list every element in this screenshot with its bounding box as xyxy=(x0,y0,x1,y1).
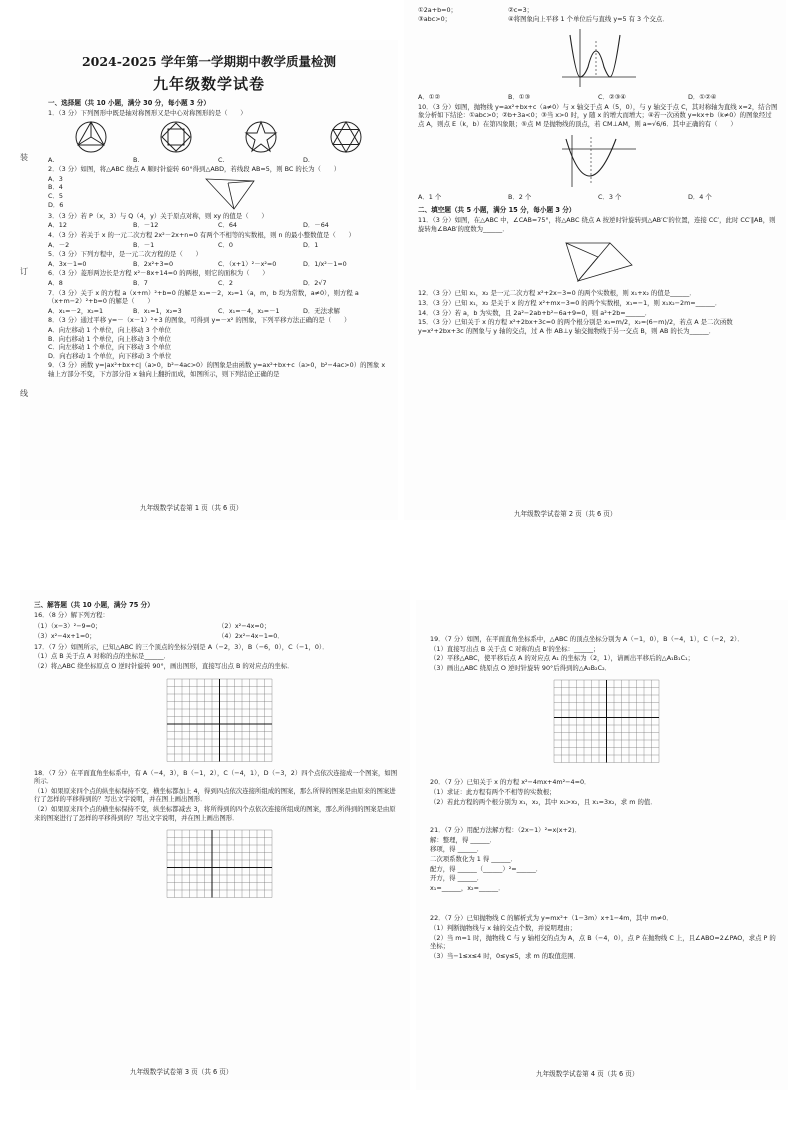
option-c[interactable]: C．3 个 xyxy=(598,192,622,201)
option-d[interactable]: D．2√7 xyxy=(303,278,327,287)
option-a[interactable]: A．x₁=－2，x₂=1 xyxy=(48,306,104,315)
sub-question: （2）平移△ABC，使平移后点 A 的对应点 A₁ 的坐标为（2，1），请画出平移后的△A₁B₁C₁； xyxy=(430,654,694,663)
question-6: 6．（3 分）菱形两边长是方程 x²－8x+14=0 的两根，则它的面积为（ ） xyxy=(48,269,269,278)
option-d[interactable]: D．无法求解 xyxy=(303,306,340,315)
question-17: 17．（7 分）如图所示，已知△ABC 的三个顶点的坐标分别是 A（−2，3），B（−6，0），C（−1，0）． xyxy=(34,642,329,651)
option-c[interactable]: C．2 xyxy=(218,278,233,287)
option-c[interactable]: C．向左移动 1 个单位，向下移动 3 个单位 xyxy=(48,343,171,352)
statement-1: ①2a+b=0； xyxy=(418,6,457,14)
q10-options xyxy=(418,193,778,202)
exam-page-4 xyxy=(416,600,788,1090)
option-a[interactable]: A．12 xyxy=(48,221,67,230)
question-18: 18．（7 分）在平面直角坐标系中，有 A（−4，3），B（−1，2），C（−4，1），D（−3，2）四个点依次连接成一个图案，如图所示． xyxy=(34,768,398,786)
coordinate-grid-figure xyxy=(163,675,273,765)
circle-triangle-figure xyxy=(74,120,108,154)
solution-step: 配方，得 ______（______）²=______． xyxy=(430,864,543,873)
q2-options xyxy=(48,175,198,211)
option-a[interactable]: A．－2 xyxy=(48,240,70,249)
page-footer: 九年级数学试卷第 4 页（共 6 页） xyxy=(536,1070,639,1078)
circle-hexagram-figure xyxy=(329,120,363,154)
binding-mark: 装 xyxy=(20,153,28,162)
question-22: 22．（7 分）已知抛物线 C 的解析式为 y=mx²+（1−3m）x+1−4m，其中 m≠0． xyxy=(430,914,673,923)
option-d[interactable]: D．6 xyxy=(48,200,64,209)
sub-question: （4）2x²−4x−1=0． xyxy=(218,632,284,641)
solution-step: 移项，得 ______． xyxy=(430,845,484,854)
question-3: 3．（3 分）若 P（x，3）与 Q（4，y）关于原点对称，则 xy 的值是（ ） xyxy=(48,211,268,220)
option-d[interactable]: D．－64 xyxy=(303,221,329,230)
rotated-triangle-figure xyxy=(558,237,638,285)
option-b[interactable]: B．4 xyxy=(48,183,63,192)
option-d[interactable]: D．4 个 xyxy=(688,192,712,201)
option-a[interactable]: A．1 个 xyxy=(418,192,442,201)
rotation-triangle-figure xyxy=(198,175,268,211)
sub-question: （2）x²−4x=0； xyxy=(218,621,271,630)
option-b[interactable]: B．－12 xyxy=(133,221,159,230)
option-b[interactable]: B. xyxy=(133,155,140,164)
q6-options xyxy=(48,279,388,288)
exam-title: 2024-2025 学年第一学期期中教学质量检测 xyxy=(81,54,337,69)
option-d[interactable]: D．1 xyxy=(303,240,319,249)
section-heading: 二、填空题（共 5 小题，满分 15 分，每小题 3 分） xyxy=(418,206,576,215)
question-5: 5．（3 分）下列方程中，是一元二次方程的是（ ） xyxy=(48,250,202,259)
circle-star-figure xyxy=(244,120,278,154)
page-footer: 九年级数学试卷第 2 页（共 6 页） xyxy=(514,510,617,518)
exam-page-2 xyxy=(404,0,786,520)
circle-square-figure xyxy=(159,120,193,154)
sub-question: （1）直接写出点 B 关于点 C 对称的点 B′的坐标：______； xyxy=(430,644,600,653)
option-a[interactable]: A．3 xyxy=(48,174,63,183)
option-d[interactable]: D．①②④ xyxy=(688,93,717,102)
option-d[interactable]: D. xyxy=(303,155,310,164)
page-footer: 九年级数学试卷第 1 页（共 6 页） xyxy=(140,504,243,512)
question-15: 15．（3 分）已知关于 x 的方程 x²+2bx+3c=0 的两个根分别是 x₁=m/2，x₂=(6−m)/2，若点 A 是二次函数 y=x²+2bx+3c 的图象与 y 轴的交点，过 A 作 AB⊥y 轴交抛物线于另一交点 B，则 AB 的长为______． xyxy=(418,318,733,335)
question-10: 10．（3 分）如图，抛物线 y=ax²+bx+c（a≠0）与 x 轴交于点 A（5，0），与 y 轴交于点 C，其对称轴为直线 x=2，结合图象分析如下结论：①abc>0；②b+3a<0；③当 x>0 时，y 随 x 的增大而增大；④若一次函数 y=kx+b（k≠0）的图象经过点 A，则点 E（k，b）在第四象限；⑤点 M 是抛物线的顶点，若 CM⊥AM，则 a=√6/6．其中正确的有（ ） xyxy=(418,102,778,128)
option-b[interactable]: B．①③ xyxy=(508,93,531,102)
question-2: 2．（3 分）如图，将△ABC 绕点 A 顺时针旋转 60°得到△ABD，若线段 AB=5，则 BC 的长为（ ） xyxy=(48,165,341,174)
option-c[interactable]: C．0 xyxy=(218,240,233,249)
option-c[interactable]: C．x₁=－4，x₂=－1 xyxy=(218,306,280,315)
question-14: 14．（3 分）若 a，b 为实数，且 2a²−2ab+b²−6a+9=0，则 a²+2b=______． xyxy=(418,308,652,317)
sub-question: （2）如果原来四个点的横坐标保持不变，纵坐标都减去 3，将所得到的四个点依次连接所组成的图案，那么所得到的图案是由原来的图案进行了怎样的平移得到的？写出文字说明，并在图上画出图形． xyxy=(34,804,396,822)
option-c[interactable]: C．64 xyxy=(218,221,237,230)
sub-question: （1）（x−3）²−9=0； xyxy=(34,621,102,630)
option-b[interactable]: B．－1 xyxy=(133,240,155,249)
option-b[interactable]: B．向右移动 1 个单位，向上移动 3 个单位 xyxy=(48,334,171,343)
sub-question: （2）当 m=1 时，抛物线 C 与 y 轴相交的点为 A，点 B（−4，0），点 P 在抛物线 C 上，且∠ABO=2∠PAO，求点 P 的坐标； xyxy=(430,933,776,951)
solution-step: x₁=______，x₂=______． xyxy=(430,883,505,892)
solution-step: 解：整理，得 ______． xyxy=(430,835,496,844)
q9-statements xyxy=(418,6,778,23)
question-16: 16．（8 分）解下列方程： xyxy=(34,611,109,619)
option-d[interactable]: D．1/x²－1=0 xyxy=(303,259,347,268)
coordinate-grid-figure xyxy=(163,826,273,902)
question-13: 13．（3 分）已知 x₁，x₂ 是关于 x 的方程 x²+mx−3=0 的两个实数根，x₁=−1，则 x₁x₂−2m=______． xyxy=(418,298,722,307)
option-c[interactable]: C．②③④ xyxy=(598,93,627,102)
q2-body xyxy=(48,175,388,211)
coordinate-grid-figure xyxy=(550,676,660,768)
q7-options xyxy=(48,307,388,316)
sub-question: （2）若此方程的两个根分别为 x₁，x₂，其中 x₁>x₂，且 x₁=3x₂，求 m 的值． xyxy=(430,797,657,806)
option-b[interactable]: B．7 xyxy=(133,278,148,287)
q9-choices xyxy=(418,93,778,102)
option-c[interactable]: C．5 xyxy=(48,191,63,200)
binding-mark: 线 xyxy=(20,389,28,398)
option-a[interactable]: A．3x－1=0 xyxy=(48,259,87,268)
option-c[interactable]: C. xyxy=(218,155,225,164)
statement-2: ②c=3； xyxy=(508,6,534,14)
q1-figures xyxy=(48,120,388,154)
q16-parts xyxy=(34,621,402,642)
q5-options xyxy=(48,260,388,269)
option-a[interactable]: A．向左移动 1 个单位，向上移动 3 个单位 xyxy=(48,325,171,334)
q4-options xyxy=(48,241,388,250)
exam-page-1 xyxy=(20,40,398,520)
abs-parabola-figure xyxy=(558,27,638,89)
option-b[interactable]: B．2 个 xyxy=(508,192,532,201)
section-heading: 一、选择题（共 10 小题，满分 30 分，每小题 3 分） xyxy=(48,99,210,107)
statement-3: ③abc>0； xyxy=(418,14,452,23)
question-12: 12．（3 分）已知 x₁，x₂ 是一元二次方程 x²+2x−3=0 的两个实数根，则 x₁+x₂ 的值是______． xyxy=(418,289,696,298)
sub-question: （1）判断抛物线与 x 轴的交点个数，并说明理由； xyxy=(430,923,577,932)
page-footer: 九年级数学试卷第 3 页（共 6 页） xyxy=(130,1068,233,1076)
sub-question: （3）画出△ABC 绕原点 O 逆时针旋转 90°后得到的△A₂B₂C₂． xyxy=(430,663,612,672)
question-4: 4．（3 分）若关于 x 的一元二次方程 2x²－2x+n=0 有两个不相等的实数根，则 n 的最小整数值是（ ） xyxy=(48,230,355,239)
question-19: 19．（7 分）如图，在平面直角坐标系中，△ABC 的顶点坐标分别为 A（−1，0），B（−4，1），C（−2，2）． xyxy=(430,635,744,643)
sub-question: （1）求证：此方程有两个不相等的实数根； xyxy=(430,787,556,796)
parabola-figure xyxy=(558,133,638,189)
sub-question: （1）点 B 关于点 A 对称的点的坐标是______． xyxy=(34,652,170,661)
q8-options xyxy=(48,326,388,360)
exam-subtitle: 九年级数学试卷 xyxy=(152,75,265,93)
question-20: 20．（7 分）已知关于 x 的方程 x²−4mx+4m²−4=0． xyxy=(430,778,591,787)
option-a[interactable]: A. xyxy=(48,155,55,164)
option-a[interactable]: A．①② xyxy=(418,93,441,102)
question-9: 9．（3 分）函数 y=|ax²+bx+c|（a>0，b²−4ac>0）的图象是由函数 y=ax²+bx+c（a>0，b²−4ac>0）的图象 x 轴上方部分不变，下方部分沿 x 轴向上翻折而成，如图所示，则下列结论正确的是 xyxy=(48,361,386,378)
solution-step: 开方，得 ______． xyxy=(430,874,484,883)
option-a[interactable]: A．8 xyxy=(48,278,63,287)
option-c[interactable]: C．（x+1）²－x²=0 xyxy=(218,259,277,268)
q1-options xyxy=(48,156,388,165)
sub-question: （3）当−1≤x≤4 时，0≤y≤5，求 m 的取值范围． xyxy=(430,951,581,960)
option-b[interactable]: B．2x²+3=0 xyxy=(133,259,174,268)
question-7: 7．（3 分）关于 x 的方程 a（x+m）²+b=0 的解是 x₁=－2，x₂=1（a，m，b 均为常数，a≠0），则方程 a（x+m−2）²+b=0 的解是（ ） xyxy=(48,288,359,306)
question-11: 11．（3 分）如图，在△ABC 中，∠CAB=75°，将△ABC 绕点 A 按逆时针旋转到△AB′C′的位置，连接 CC′，此时 CC′∥AB，则旋转角∠BAB′的度数为______． xyxy=(418,216,776,233)
option-d[interactable]: D．向右移动 1 个单位，向下移动 3 个单位 xyxy=(48,351,172,360)
statement-4: ④将图象向上平移 1 个单位后与直线 y=5 有 3 个交点． xyxy=(508,14,669,23)
binding-mark: 订 xyxy=(20,267,28,276)
sub-question: （2）将△ABC 绕坐标原点 O 逆时针旋转 90°，画出图形，直接写出点 B 的对应点的坐标． xyxy=(34,661,294,670)
q3-options xyxy=(48,221,388,230)
section-heading: 三、解答题（共 10 小题，满分 75 分） xyxy=(34,601,154,609)
question-1: 1．（3 分）下列图形中既是轴对称图形又是中心对称图形的是（ ） xyxy=(48,109,247,117)
sub-question: （3）x²−4x+1=0； xyxy=(34,632,96,641)
solution-step: 二次项系数化为 1 得 ______． xyxy=(430,854,517,863)
option-b[interactable]: B．x₁=1，x₂=3 xyxy=(133,306,182,315)
sub-question: （1）如果原来四个点的纵坐标保持不变，横坐标都加上 4，得到四点依次连接所组成的图案，那么所得的图案是由原来的图案进行了怎样的平移得到的？写出文字说明，并在图上画出图形． xyxy=(34,786,396,804)
question-8: 8．（3 分）通过平移 y=－（x－1）²+3 的图象，可得到 y=－x² 的图象，下列平移方法正确的是（ ） xyxy=(48,316,351,325)
exam-page-3 xyxy=(20,590,410,1090)
question-21: 21．（7 分）用配方法解方程：（2x−1）²=x(x+2)． xyxy=(430,826,581,835)
